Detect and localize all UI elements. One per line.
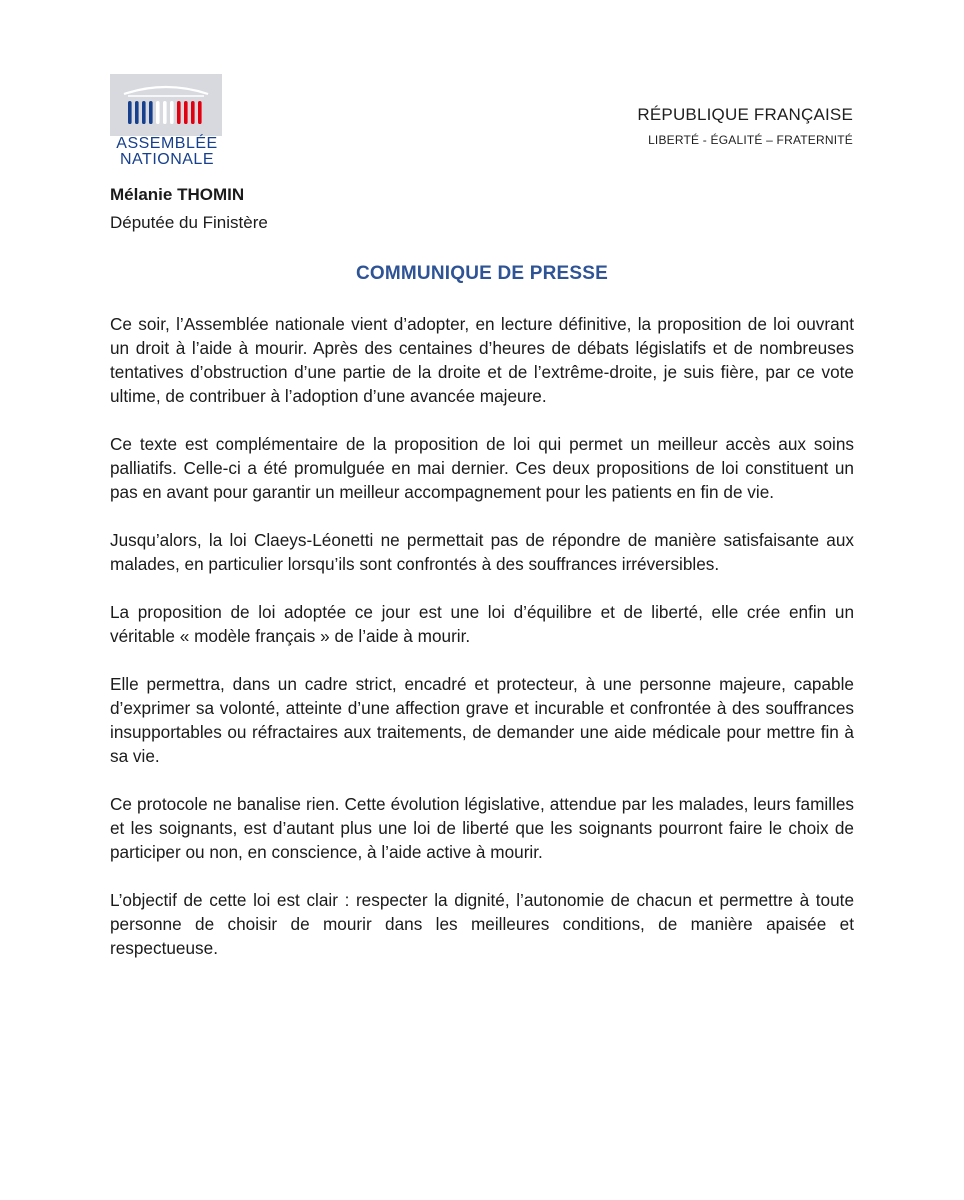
paragraph: Elle permettra, dans un cadre strict, encadré et protecteur, à une personne majeure, capable d’exprimer sa volonté, atteinte d’une affection grave et incurable et confrontée à des souffrances insupportables ou réfractaires aux traitements, de demander une aide médicale pour mettre fin à sa vie. <box>110 674 854 766</box>
assemblee-nationale-logo-icon <box>110 74 222 136</box>
author-name: Mélanie THOMIN <box>110 185 245 204</box>
paragraph: Ce soir, l’Assemblée nationale vient d’adopter, en lecture définitive, la proposition de loi ouvrant un droit à l’aide à mourir. Après des centaines d’heures de débats législatifs et de nombreuses tentatives d’obstruction d’une partie de la droite et de l’extrême-droite, je suis fière, par ce vote ultime, de contribuer à l’adoption d’une avancée majeure. <box>110 314 854 406</box>
paragraph: Ce texte est complémentaire de la proposition de loi qui permet un meilleur accès aux soins palliatifs. Celle-ci a été promulguée en mai dernier. Ces deux propositions de loi constituent un pas en avant pour garantir un meilleur accompagnement pour les patients en fin de vie. <box>110 434 854 502</box>
logo-wordmark <box>108 136 226 168</box>
republic-header <box>637 104 853 148</box>
paragraph: Ce protocole ne banalise rien. Cette évolution législative, attendue par les malades, leurs familles et les soignants, est d’autant plus une loi de liberté que les soignants pourront faire le choix de participer ou non, en conscience, à l’aide active à mourir. <box>110 794 854 862</box>
paragraph: La proposition de loi adoptée ce jour est une loi d’équilibre et de liberté, elle crée enfin un véritable « modèle français » de l’aide à mourir. <box>110 602 854 646</box>
logo-line-2: NATIONALE <box>120 151 214 168</box>
paragraph: Jusqu’alors, la loi Claeys-Léonetti ne permettait pas de répondre de manière satisfaisante aux malades, en particulier lorsqu’ils sont confrontés à des souffrances irréversibles. <box>110 530 854 574</box>
republic-motto: LIBERTÉ - ÉGALITÉ – FRATERNITÉ <box>648 133 853 147</box>
assemblee-nationale-logo <box>108 74 226 178</box>
logo-line-1: ASSEMBLÉE <box>116 135 218 152</box>
paragraph: L’objectif de cette loi est clair : respecter la dignité, l’autonomie de chacun et permettre à toute personne de choisir de mourir dans les meilleures conditions, de manière apaisée et respectueuse. <box>110 890 854 958</box>
author-block <box>110 183 268 235</box>
page-title: COMMUNIQUE DE PRESSE <box>355 263 609 284</box>
press-release-body <box>110 312 854 984</box>
republic-title: RÉPUBLIQUE FRANÇAISE <box>637 105 853 124</box>
author-role: Députée du Finistère <box>110 213 268 232</box>
